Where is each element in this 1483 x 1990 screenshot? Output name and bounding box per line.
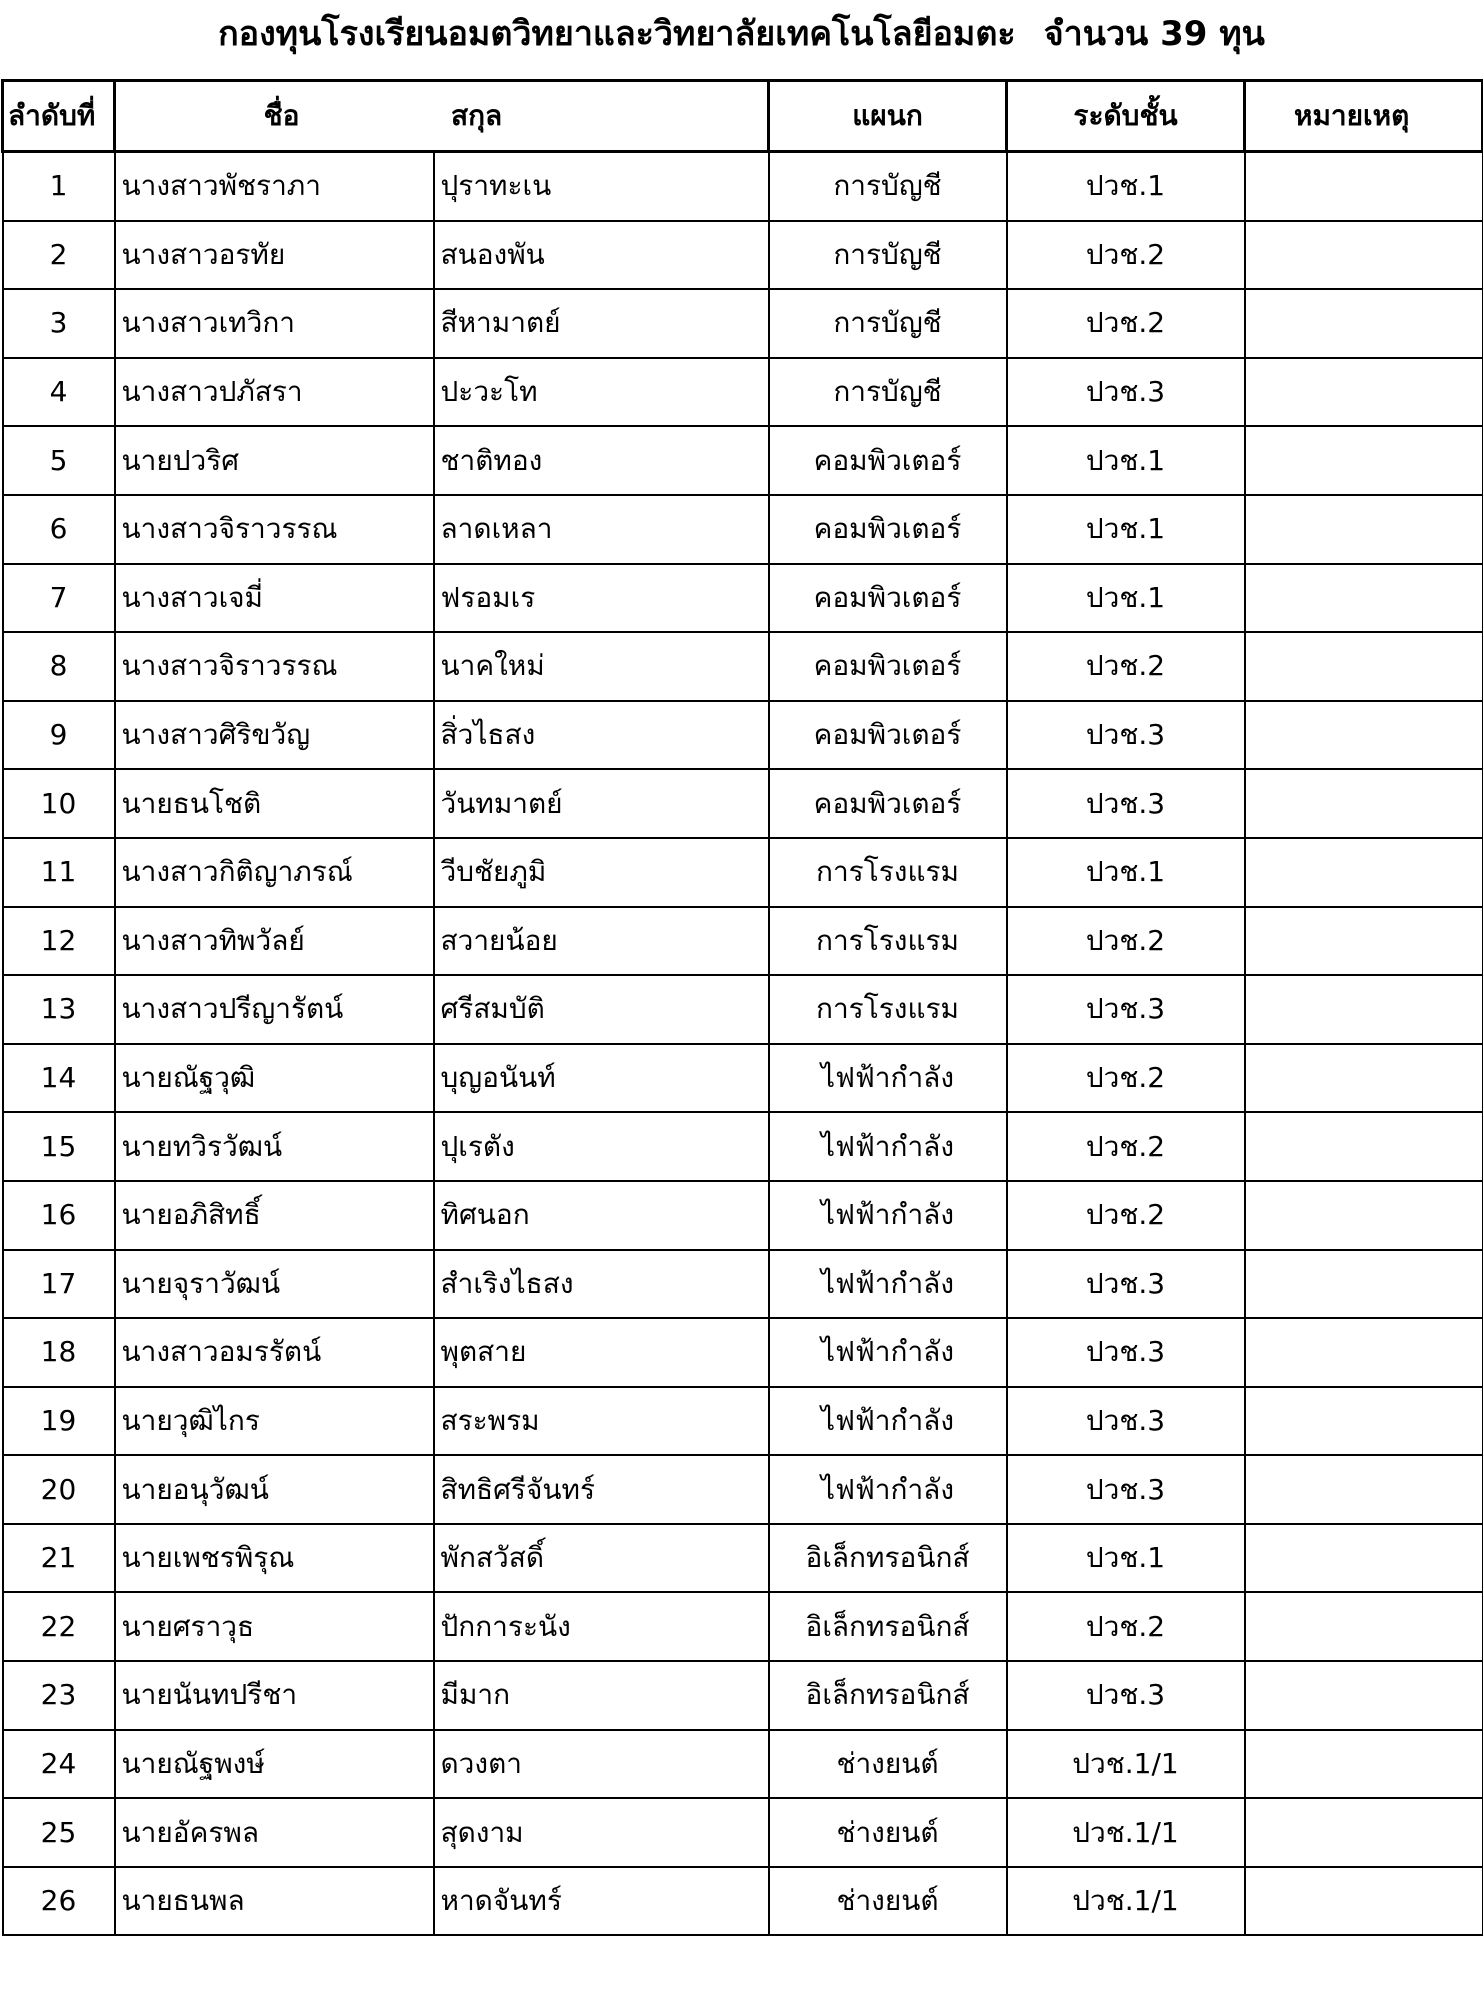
row-first-name-cell: นางสาวกิติญาภรณ์ bbox=[115, 838, 434, 907]
row-remark-cell bbox=[1245, 632, 1483, 701]
table-row bbox=[3, 1592, 1483, 1661]
row-last-name-cell: วีบชัยภูมิ bbox=[434, 838, 769, 907]
row-no-cell: 20 bbox=[3, 1455, 115, 1524]
header-level: ระดับชั้น bbox=[1007, 81, 1245, 152]
row-first-name-cell: นายอัครพล bbox=[115, 1798, 434, 1867]
document-title bbox=[0, 8, 1483, 60]
row-remark-cell bbox=[1245, 769, 1483, 838]
row-last-name-cell: ปักการะนัง bbox=[434, 1592, 769, 1661]
row-department-cell: ไฟฟ้ากำลัง bbox=[769, 1455, 1007, 1524]
row-remark-cell bbox=[1245, 1181, 1483, 1250]
row-remark-cell bbox=[1245, 1250, 1483, 1319]
row-first-name-cell: นายธนพล bbox=[115, 1867, 434, 1936]
row-remark-cell bbox=[1245, 1318, 1483, 1387]
table-row bbox=[3, 358, 1483, 427]
row-department-cell: การบัญชี bbox=[769, 289, 1007, 358]
table-row bbox=[3, 1798, 1483, 1867]
row-level-cell: ปวช.3 bbox=[1007, 1387, 1245, 1456]
row-department-cell: การโรงแรม bbox=[769, 907, 1007, 976]
header-last-name: สกุล bbox=[451, 99, 503, 132]
row-department-cell: คอมพิวเตอร์ bbox=[769, 426, 1007, 495]
row-last-name-cell: สระพรม bbox=[434, 1387, 769, 1456]
row-first-name-cell: นายอนุวัฒน์ bbox=[115, 1455, 434, 1524]
table-row bbox=[3, 838, 1483, 907]
row-last-name-cell: ศรีสมบัติ bbox=[434, 975, 769, 1044]
row-first-name-cell: นางสาวปภัสรา bbox=[115, 358, 434, 427]
row-department-cell: การโรงแรม bbox=[769, 975, 1007, 1044]
row-remark-cell bbox=[1245, 1455, 1483, 1524]
row-no-cell: 16 bbox=[3, 1181, 115, 1250]
row-department-cell: อิเล็กทรอนิกส์ bbox=[769, 1524, 1007, 1593]
table-row bbox=[3, 1387, 1483, 1456]
row-last-name-cell: วันทมาตย์ bbox=[434, 769, 769, 838]
row-level-cell: ปวช.2 bbox=[1007, 221, 1245, 290]
row-level-cell: ปวช.2 bbox=[1007, 289, 1245, 358]
table-row bbox=[3, 426, 1483, 495]
row-department-cell: คอมพิวเตอร์ bbox=[769, 564, 1007, 633]
table-row bbox=[3, 1181, 1483, 1250]
row-last-name-cell: ปะวะโท bbox=[434, 358, 769, 427]
row-department-cell: ไฟฟ้ากำลัง bbox=[769, 1181, 1007, 1250]
row-level-cell: ปวช.3 bbox=[1007, 701, 1245, 770]
row-first-name-cell: นางสาวพัชราภา bbox=[115, 152, 434, 221]
row-last-name-cell: มีมาก bbox=[434, 1661, 769, 1730]
row-no-cell: 2 bbox=[3, 221, 115, 290]
table-row bbox=[3, 701, 1483, 770]
row-last-name-cell: พักสวัสดิ์ bbox=[434, 1524, 769, 1593]
row-last-name-cell: ดวงตา bbox=[434, 1730, 769, 1799]
row-first-name-cell: นายวุฒิไกร bbox=[115, 1387, 434, 1456]
row-remark-cell bbox=[1245, 1044, 1483, 1113]
table-row bbox=[3, 152, 1483, 221]
table-row bbox=[3, 289, 1483, 358]
table-row bbox=[3, 1867, 1483, 1936]
row-level-cell: ปวช.2 bbox=[1007, 1112, 1245, 1181]
row-last-name-cell: ปุราทะเน bbox=[434, 152, 769, 221]
row-no-cell: 12 bbox=[3, 907, 115, 976]
row-department-cell: ไฟฟ้ากำลัง bbox=[769, 1044, 1007, 1113]
row-no-cell: 21 bbox=[3, 1524, 115, 1593]
title-text: กองทุนโรงเรียนอมตวิทยาและวิทยาลัยเทคโนโลยีอมตะ bbox=[218, 14, 1016, 54]
table-row bbox=[3, 495, 1483, 564]
row-level-cell: ปวช.1 bbox=[1007, 838, 1245, 907]
row-department-cell: คอมพิวเตอร์ bbox=[769, 769, 1007, 838]
header-no: ลำดับที่ bbox=[3, 81, 115, 152]
row-level-cell: ปวช.3 bbox=[1007, 769, 1245, 838]
row-first-name-cell: นายเพชรพิรุณ bbox=[115, 1524, 434, 1593]
row-no-cell: 4 bbox=[3, 358, 115, 427]
row-last-name-cell: นาคใหม่ bbox=[434, 632, 769, 701]
row-last-name-cell: หาดจันทร์ bbox=[434, 1867, 769, 1936]
row-first-name-cell: นางสาวศิริขวัญ bbox=[115, 701, 434, 770]
row-department-cell: ไฟฟ้ากำลัง bbox=[769, 1387, 1007, 1456]
row-no-cell: 5 bbox=[3, 426, 115, 495]
row-no-cell: 14 bbox=[3, 1044, 115, 1113]
row-level-cell: ปวช.3 bbox=[1007, 1455, 1245, 1524]
table-row bbox=[3, 1112, 1483, 1181]
row-level-cell: ปวช.3 bbox=[1007, 1318, 1245, 1387]
row-last-name-cell: พุตสาย bbox=[434, 1318, 769, 1387]
row-first-name-cell: นายศราวุธ bbox=[115, 1592, 434, 1661]
row-first-name-cell: นางสาวจิราวรรณ bbox=[115, 495, 434, 564]
row-level-cell: ปวช.2 bbox=[1007, 1044, 1245, 1113]
row-remark-cell bbox=[1245, 1524, 1483, 1593]
row-no-cell: 3 bbox=[3, 289, 115, 358]
row-department-cell: การโรงแรม bbox=[769, 838, 1007, 907]
row-no-cell: 11 bbox=[3, 838, 115, 907]
table-row bbox=[3, 1455, 1483, 1524]
row-last-name-cell: บุญอนันท์ bbox=[434, 1044, 769, 1113]
row-level-cell: ปวช.1 bbox=[1007, 426, 1245, 495]
scholarship-count: จำนวน 39 ทุน bbox=[1043, 14, 1265, 54]
row-remark-cell bbox=[1245, 701, 1483, 770]
row-remark-cell bbox=[1245, 907, 1483, 976]
table-row bbox=[3, 221, 1483, 290]
row-last-name-cell: ลาดเหลา bbox=[434, 495, 769, 564]
row-remark-cell bbox=[1245, 1661, 1483, 1730]
row-department-cell: คอมพิวเตอร์ bbox=[769, 495, 1007, 564]
header-remark: หมายเหตุ bbox=[1245, 81, 1483, 152]
table-row bbox=[3, 1524, 1483, 1593]
row-last-name-cell: ทิศนอก bbox=[434, 1181, 769, 1250]
header-row bbox=[3, 81, 1483, 152]
row-remark-cell bbox=[1245, 152, 1483, 221]
row-no-cell: 10 bbox=[3, 769, 115, 838]
row-first-name-cell: นายจุราวัฒน์ bbox=[115, 1250, 434, 1319]
row-no-cell: 8 bbox=[3, 632, 115, 701]
row-no-cell: 22 bbox=[3, 1592, 115, 1661]
row-first-name-cell: นางสาวเทวิกา bbox=[115, 289, 434, 358]
table-header bbox=[3, 81, 1483, 152]
row-level-cell: ปวช.1/1 bbox=[1007, 1798, 1245, 1867]
row-last-name-cell: ปุเรตัง bbox=[434, 1112, 769, 1181]
row-remark-cell bbox=[1245, 564, 1483, 633]
row-last-name-cell: สิ่วไธสง bbox=[434, 701, 769, 770]
table-row bbox=[3, 1318, 1483, 1387]
row-first-name-cell: นางสาวทิพวัลย์ bbox=[115, 907, 434, 976]
row-remark-cell bbox=[1245, 1798, 1483, 1867]
row-department-cell: ช่างยนต์ bbox=[769, 1730, 1007, 1799]
row-level-cell: ปวช.2 bbox=[1007, 907, 1245, 976]
row-department-cell: ไฟฟ้ากำลัง bbox=[769, 1112, 1007, 1181]
row-level-cell: ปวช.3 bbox=[1007, 1661, 1245, 1730]
row-level-cell: ปวช.3 bbox=[1007, 1250, 1245, 1319]
row-first-name-cell: นางสาวปรีญารัตน์ bbox=[115, 975, 434, 1044]
row-no-cell: 1 bbox=[3, 152, 115, 221]
row-department-cell: อิเล็กทรอนิกส์ bbox=[769, 1661, 1007, 1730]
table-row bbox=[3, 1250, 1483, 1319]
row-level-cell: ปวช.1 bbox=[1007, 152, 1245, 221]
row-department-cell: คอมพิวเตอร์ bbox=[769, 632, 1007, 701]
scholarship-table bbox=[1, 79, 1483, 1936]
row-no-cell: 9 bbox=[3, 701, 115, 770]
row-level-cell: ปวช.3 bbox=[1007, 358, 1245, 427]
table-row bbox=[3, 907, 1483, 976]
row-first-name-cell: นายอภิสิทธิ์ bbox=[115, 1181, 434, 1250]
row-first-name-cell: นางสาวจิราวรรณ bbox=[115, 632, 434, 701]
row-level-cell: ปวช.1 bbox=[1007, 495, 1245, 564]
row-department-cell: การบัญชี bbox=[769, 221, 1007, 290]
row-department-cell: การบัญชี bbox=[769, 152, 1007, 221]
row-remark-cell bbox=[1245, 289, 1483, 358]
row-no-cell: 7 bbox=[3, 564, 115, 633]
header-department: แผนก bbox=[769, 81, 1007, 152]
row-level-cell: ปวช.1/1 bbox=[1007, 1730, 1245, 1799]
row-no-cell: 19 bbox=[3, 1387, 115, 1456]
row-level-cell: ปวช.2 bbox=[1007, 1181, 1245, 1250]
row-no-cell: 26 bbox=[3, 1867, 115, 1936]
row-first-name-cell: นางสาวเจมี่ bbox=[115, 564, 434, 633]
row-last-name-cell: สำเริงไธสง bbox=[434, 1250, 769, 1319]
row-remark-cell bbox=[1245, 1730, 1483, 1799]
row-remark-cell bbox=[1245, 838, 1483, 907]
row-no-cell: 18 bbox=[3, 1318, 115, 1387]
row-first-name-cell: นายณัฐวุฒิ bbox=[115, 1044, 434, 1113]
table-row bbox=[3, 1730, 1483, 1799]
row-department-cell: ไฟฟ้ากำลัง bbox=[769, 1318, 1007, 1387]
row-no-cell: 13 bbox=[3, 975, 115, 1044]
row-last-name-cell: สวายน้อย bbox=[434, 907, 769, 976]
table-row bbox=[3, 1661, 1483, 1730]
row-remark-cell bbox=[1245, 426, 1483, 495]
table-row bbox=[3, 632, 1483, 701]
row-last-name-cell: สิทธิศรีจันทร์ bbox=[434, 1455, 769, 1524]
row-department-cell: ช่างยนต์ bbox=[769, 1798, 1007, 1867]
row-no-cell: 23 bbox=[3, 1661, 115, 1730]
row-department-cell: ไฟฟ้ากำลัง bbox=[769, 1250, 1007, 1319]
row-no-cell: 6 bbox=[3, 495, 115, 564]
row-first-name-cell: นายทวิรวัฒน์ bbox=[115, 1112, 434, 1181]
row-no-cell: 17 bbox=[3, 1250, 115, 1319]
row-last-name-cell: สนองพัน bbox=[434, 221, 769, 290]
row-level-cell: ปวช.2 bbox=[1007, 1592, 1245, 1661]
row-level-cell: ปวช.1/1 bbox=[1007, 1867, 1245, 1936]
row-level-cell: ปวช.1 bbox=[1007, 564, 1245, 633]
row-level-cell: ปวช.3 bbox=[1007, 975, 1245, 1044]
row-remark-cell bbox=[1245, 1592, 1483, 1661]
row-first-name-cell: นางสาวอมรรัตน์ bbox=[115, 1318, 434, 1387]
row-remark-cell bbox=[1245, 358, 1483, 427]
row-remark-cell bbox=[1245, 1112, 1483, 1181]
row-remark-cell bbox=[1245, 1387, 1483, 1456]
row-last-name-cell: ฟรอมเร bbox=[434, 564, 769, 633]
table-body bbox=[3, 152, 1483, 1936]
row-no-cell: 25 bbox=[3, 1798, 115, 1867]
row-level-cell: ปวช.2 bbox=[1007, 632, 1245, 701]
row-remark-cell bbox=[1245, 1867, 1483, 1936]
row-remark-cell bbox=[1245, 221, 1483, 290]
row-first-name-cell: นายปวริศ bbox=[115, 426, 434, 495]
header-name-group bbox=[115, 81, 769, 152]
row-first-name-cell: นายณัฐพงษ์ bbox=[115, 1730, 434, 1799]
table-row bbox=[3, 1044, 1483, 1113]
table-row bbox=[3, 769, 1483, 838]
row-department-cell: อิเล็กทรอนิกส์ bbox=[769, 1592, 1007, 1661]
row-last-name-cell: สุดงาม bbox=[434, 1798, 769, 1867]
table-row bbox=[3, 975, 1483, 1044]
row-no-cell: 24 bbox=[3, 1730, 115, 1799]
table-row bbox=[3, 564, 1483, 633]
row-remark-cell bbox=[1245, 495, 1483, 564]
row-department-cell: คอมพิวเตอร์ bbox=[769, 701, 1007, 770]
row-department-cell: ช่างยนต์ bbox=[769, 1867, 1007, 1936]
row-department-cell: การบัญชี bbox=[769, 358, 1007, 427]
row-level-cell: ปวช.1 bbox=[1007, 1524, 1245, 1593]
row-last-name-cell: สีหามาตย์ bbox=[434, 289, 769, 358]
row-first-name-cell: นายธนโชติ bbox=[115, 769, 434, 838]
header-first-name: ชื่อ bbox=[263, 99, 300, 132]
row-first-name-cell: นายนันทปรีชา bbox=[115, 1661, 434, 1730]
row-last-name-cell: ชาติทอง bbox=[434, 426, 769, 495]
row-no-cell: 15 bbox=[3, 1112, 115, 1181]
row-first-name-cell: นางสาวอรทัย bbox=[115, 221, 434, 290]
row-remark-cell bbox=[1245, 975, 1483, 1044]
